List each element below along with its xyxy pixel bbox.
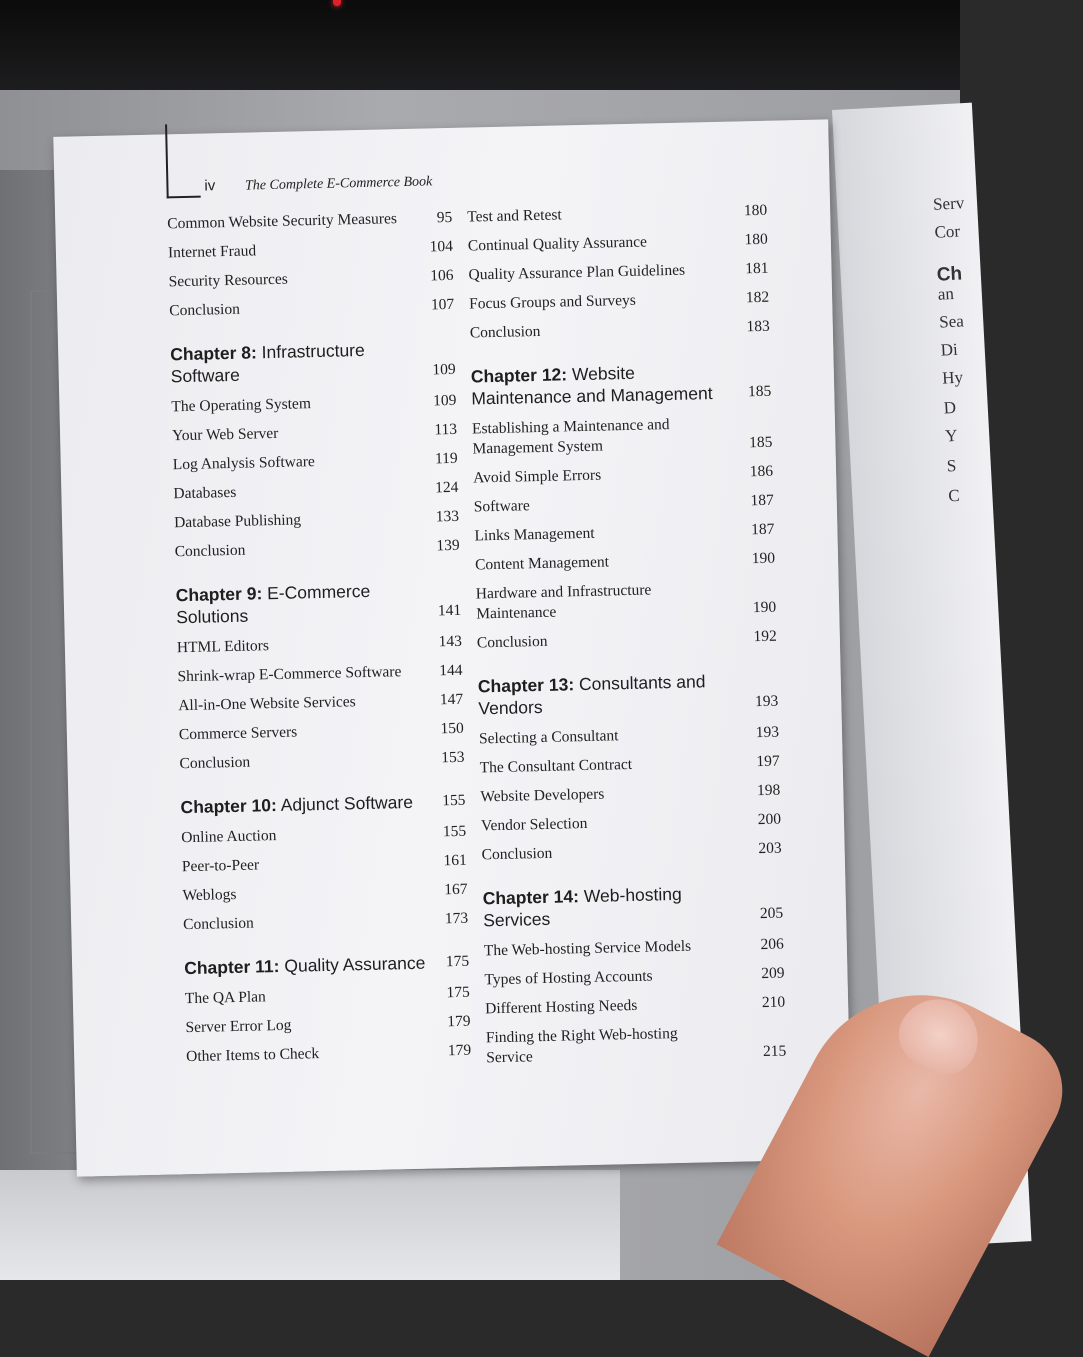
entry-title: Database Publishing <box>173 511 302 532</box>
facing-page-text-fragment: Serv <box>932 193 965 214</box>
chapter-label: Chapter 9: <box>175 583 263 606</box>
entry-title: Finding the Right Web-hosting Service <box>485 1024 678 1067</box>
page-ref: 190 <box>752 598 777 617</box>
entry-title: Focus Groups and Surveys <box>469 291 636 313</box>
page-ref: 200 <box>757 810 782 829</box>
page-ref: 181 <box>745 259 769 278</box>
toc-left-column <box>167 208 471 1067</box>
toc-entry <box>486 1022 787 1069</box>
page-corner-rule <box>165 124 169 198</box>
page-ref: 185 <box>747 382 772 401</box>
facing-page-text-fragment: Sea <box>938 311 965 332</box>
page-ref: 161 <box>443 851 468 870</box>
page-ref: 175 <box>446 983 471 1002</box>
page-ref: 104 <box>429 237 454 256</box>
entry-title: Continual Quality Assurance <box>467 233 648 255</box>
page-ref: 190 <box>751 549 776 568</box>
toc-chapter-heading <box>175 578 461 628</box>
page-ref: 150 <box>440 719 465 738</box>
entry-title: Content Management <box>474 553 610 574</box>
page-ref: 193 <box>754 692 779 711</box>
toc-chapter-heading <box>180 790 465 818</box>
entry-title: Test and Retest <box>467 206 562 226</box>
chapter-name: E-Commerce Solutions <box>176 580 371 628</box>
page-ref: 197 <box>756 752 780 771</box>
page-corner-rule-horizontal <box>167 196 201 199</box>
entry-title: HTML Editors <box>176 637 270 657</box>
entry-title: Common Website Security Measures <box>167 210 398 233</box>
page-ref: 143 <box>438 632 463 651</box>
entry-title: Conclusion <box>174 541 246 561</box>
page-ref: 175 <box>445 952 470 971</box>
entry-title: All-in-One Website Services <box>178 693 356 715</box>
page-ref: 203 <box>758 839 782 858</box>
entry-title: Selecting a Consultant <box>478 727 619 748</box>
toc-entry <box>472 413 773 460</box>
page-ref: 95 <box>436 208 453 227</box>
page-ref: 153 <box>441 748 465 767</box>
entry-title: Conclusion <box>469 322 541 342</box>
chapter-title <box>482 882 733 932</box>
page-ref: 139 <box>436 536 460 555</box>
page-ref: 183 <box>746 317 770 336</box>
chapter-label: Chapter 12: <box>470 364 568 387</box>
page-ref: 141 <box>437 601 462 620</box>
facing-page-text-fragment: an <box>937 283 955 304</box>
chapter-label: Chapter 13: <box>477 674 575 697</box>
page-ref: 215 <box>762 1042 787 1061</box>
page-ref: 173 <box>444 909 469 928</box>
chapter-title <box>175 579 426 629</box>
page-ref: 119 <box>434 449 458 468</box>
page-ref: 187 <box>750 491 774 510</box>
page-ref: 155 <box>442 791 466 810</box>
page-ref: 186 <box>749 462 774 481</box>
page-ref: 179 <box>447 1012 471 1031</box>
page-ref: 180 <box>743 201 768 220</box>
entry-title: Databases <box>173 483 237 503</box>
book-title: The Complete E-Commerce Book <box>244 174 433 194</box>
page-ref: 198 <box>756 781 781 800</box>
entry-title: Software <box>473 497 530 516</box>
chapter-label: Chapter 11: <box>183 956 280 979</box>
entry-title: Online Auction <box>181 827 277 847</box>
entry-title: Internet Fraud <box>167 242 257 262</box>
chapter-name: Web-hosting Services <box>482 883 682 931</box>
page-ref: 185 <box>748 433 773 452</box>
page-ref: 209 <box>761 964 785 983</box>
entry-title: Establishing a Maintenance and Management System <box>471 416 670 458</box>
page-ref: 205 <box>759 904 784 923</box>
page-ref: 144 <box>439 661 463 680</box>
entry-title: Hardware and Infrastructure Maintenance <box>475 581 652 623</box>
facing-page-text-fragment: C <box>947 485 961 506</box>
entry-title: The QA Plan <box>184 988 266 1008</box>
entry-title: Different Hosting Needs <box>485 996 638 1018</box>
book-page <box>53 119 851 1176</box>
facing-page-text-fragment: Ch <box>936 263 963 286</box>
chapter-label: Chapter 10: <box>180 795 278 818</box>
page-ref: 124 <box>434 478 459 497</box>
entry-title: Other Items to Check <box>186 1045 320 1066</box>
entry-title: Avoid Simple Errors <box>472 466 602 487</box>
chapter-name: Consultants and Vendors <box>478 671 706 719</box>
page-ref: 106 <box>430 266 454 285</box>
entry-title: Security Resources <box>168 270 289 291</box>
entry-title: Your Web Server <box>171 424 279 445</box>
toc-chapter-heading <box>482 881 783 932</box>
page-ref: 109 <box>432 391 457 410</box>
entry-title: Quality Assurance Plan Guidelines <box>468 261 686 284</box>
page-ref: 147 <box>439 690 464 709</box>
page-ref: 182 <box>745 288 770 307</box>
entry-title: Conclusion <box>169 300 241 320</box>
entry-title: Vendor Selection <box>480 814 588 835</box>
entry-title: Log Analysis Software <box>172 453 316 474</box>
toc-right-column <box>467 201 786 1069</box>
toc-chapter-heading <box>471 359 772 410</box>
page-number: iv <box>204 177 216 195</box>
facing-page-text-fragment: Di <box>940 339 959 360</box>
page-ref: 109 <box>432 360 456 379</box>
page-ref: 155 <box>442 822 467 841</box>
entry-title: Commerce Servers <box>178 723 298 744</box>
chapter-name: Adjunct Software <box>280 791 414 815</box>
page-ref: 187 <box>750 520 775 539</box>
running-header <box>204 172 432 195</box>
chapter-label: Chapter 8: <box>170 342 258 365</box>
page-ref: 210 <box>761 993 786 1012</box>
entry-title: Weblogs <box>182 885 237 905</box>
toc-chapter-heading <box>184 951 469 979</box>
page-ref: 180 <box>744 230 769 249</box>
page-ref: 113 <box>434 420 458 439</box>
page-ref: 107 <box>430 295 455 314</box>
page-ref: 193 <box>755 723 780 742</box>
chapter-title <box>180 791 430 819</box>
toc-chapter-heading <box>170 337 456 387</box>
toc-chapter-heading <box>478 669 779 720</box>
dark-background <box>0 0 960 90</box>
entry-title: Conclusion <box>179 753 251 773</box>
chapter-name: Infrastructure Software <box>170 339 365 387</box>
facing-page-text-fragment: Y <box>944 425 958 446</box>
toc-entry <box>476 578 777 625</box>
chapter-title <box>170 338 421 388</box>
page-ref: 167 <box>444 880 468 899</box>
entry-title: Conclusion <box>183 914 255 934</box>
chapter-title <box>184 952 434 980</box>
page-ref: 206 <box>760 935 784 954</box>
entry-title: Shrink-wrap E-Commerce Software <box>177 663 402 686</box>
entry-title: Links Management <box>474 524 595 545</box>
entry-title: Types of Hosting Accounts <box>484 967 653 989</box>
facing-page-text-fragment: Cor <box>934 221 961 242</box>
facing-page-text-fragment: Hy <box>941 367 964 388</box>
chapter-name: Quality Assurance <box>284 952 426 976</box>
chapter-name: Website Maintenance and Management <box>471 362 713 409</box>
facing-page-text-fragment: S <box>946 455 957 476</box>
entry-title: The Web-hosting Service Models <box>483 937 692 960</box>
entry-title: Server Error Log <box>185 1016 292 1037</box>
entry-title: Conclusion <box>481 844 553 864</box>
page-ref: 179 <box>447 1041 472 1060</box>
entry-title: The Operating System <box>171 395 312 416</box>
entry-title: Conclusion <box>476 632 548 652</box>
entry-title: The Consultant Contract <box>479 755 633 777</box>
entry-title: Website Developers <box>480 785 605 806</box>
chapter-title <box>471 360 722 410</box>
page-ref: 133 <box>435 507 460 526</box>
entry-title: Peer-to-Peer <box>181 856 260 876</box>
page-ref: 192 <box>753 627 778 646</box>
chapter-title <box>478 670 729 720</box>
facing-page-text-fragment: D <box>943 397 957 418</box>
chapter-label: Chapter 14: <box>482 886 580 909</box>
bed-sheet <box>0 1170 620 1280</box>
